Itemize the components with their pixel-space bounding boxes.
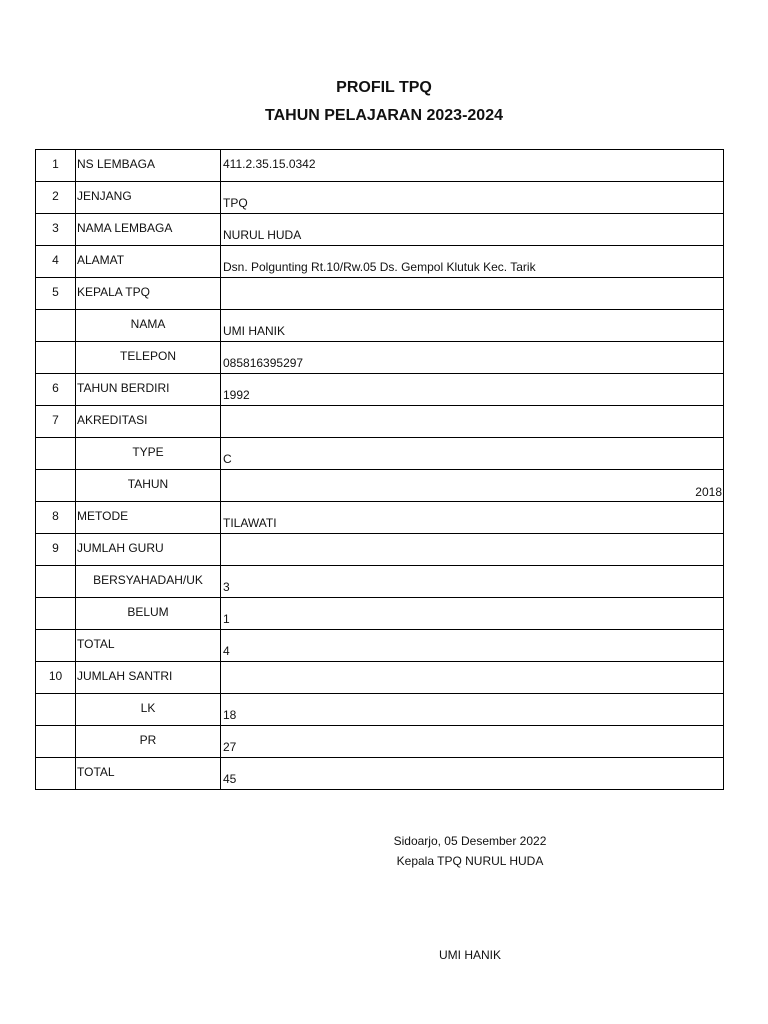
row-label: TELEPON (119, 349, 176, 363)
table-row (36, 246, 724, 278)
row-number: 1 (52, 157, 59, 171)
row-label: TOTAL (77, 765, 115, 779)
row-value: 3 (223, 580, 230, 594)
row-label: AKREDITASI (77, 413, 148, 427)
row-number: 9 (52, 541, 59, 555)
row-value: 27 (223, 740, 237, 754)
row-label: PR (139, 733, 157, 747)
row-value: UMI HANIK (223, 324, 286, 338)
table-row (36, 438, 724, 470)
table-row (36, 182, 724, 214)
row-value: NURUL HUDA (223, 228, 302, 242)
row-label: TAHUN BERDIRI (77, 381, 170, 395)
row-label: TYPE (132, 445, 164, 459)
document-title: PROFIL TPQ (336, 79, 432, 96)
row-number: 5 (52, 285, 59, 299)
table-row (36, 694, 724, 726)
signature-name: UMI HANIK (438, 948, 501, 962)
document-subtitle: TAHUN PELAJARAN 2023-2024 (265, 107, 503, 124)
table-row (36, 726, 724, 758)
row-number: 10 (48, 669, 63, 683)
row-value: 1 (223, 612, 230, 626)
table-row (36, 566, 724, 598)
row-label: LK (140, 701, 156, 715)
row-value: 411.2.35.15.0342 (223, 157, 316, 171)
row-value: TILAWATI (223, 516, 277, 530)
table-row (36, 342, 724, 374)
row-value: 4 (223, 644, 230, 658)
table-row (36, 406, 724, 438)
row-value: 18 (223, 708, 237, 722)
row-label: NAMA LEMBAGA (77, 221, 173, 235)
row-label: METODE (77, 509, 129, 523)
row-label: TOTAL (77, 637, 115, 651)
table-row (36, 758, 724, 790)
row-label: NS LEMBAGA (77, 157, 156, 171)
row-value: 085816395297 (223, 356, 304, 370)
table-row (36, 374, 724, 406)
row-label: TAHUN (127, 477, 169, 491)
table-row (36, 150, 724, 182)
table-row (36, 278, 724, 310)
row-number: 6 (52, 381, 59, 395)
signature-position: Kepala TPQ NURUL HUDA (396, 854, 544, 868)
table-row (36, 214, 724, 246)
row-value: 2018 (695, 485, 722, 499)
row-label: KEPALA TPQ (77, 285, 150, 299)
row-label: NAMA (130, 317, 166, 331)
table-row (36, 502, 724, 534)
table-row (36, 662, 724, 694)
row-value: 1992 (223, 388, 250, 402)
row-label: ALAMAT (77, 253, 125, 267)
signature-place-date: Sidoarjo, 05 Desember 2022 (393, 834, 547, 848)
profile-table (35, 149, 724, 790)
table-row (36, 630, 724, 662)
row-value: TPQ (223, 196, 248, 210)
row-value: Dsn. Polgunting Rt.10/Rw.05 Ds. Gempol Klutuk Kec. Tarik (223, 260, 536, 274)
row-label: BELUM (127, 605, 169, 619)
table-row (36, 470, 724, 502)
table-row (36, 598, 724, 630)
table-row (36, 534, 724, 566)
row-number: 3 (52, 221, 59, 235)
row-number: 8 (52, 509, 59, 523)
row-value: 45 (223, 772, 237, 786)
row-label: BERSYAHADAH/UK (93, 573, 203, 587)
row-number: 2 (52, 189, 59, 203)
row-number: 7 (52, 413, 59, 427)
table-row (36, 310, 724, 342)
row-label: JUMLAH SANTRI (77, 669, 173, 683)
row-label: JUMLAH GURU (77, 541, 164, 555)
row-label: JENJANG (77, 189, 132, 203)
row-value: C (223, 452, 232, 466)
row-number: 4 (52, 253, 59, 267)
